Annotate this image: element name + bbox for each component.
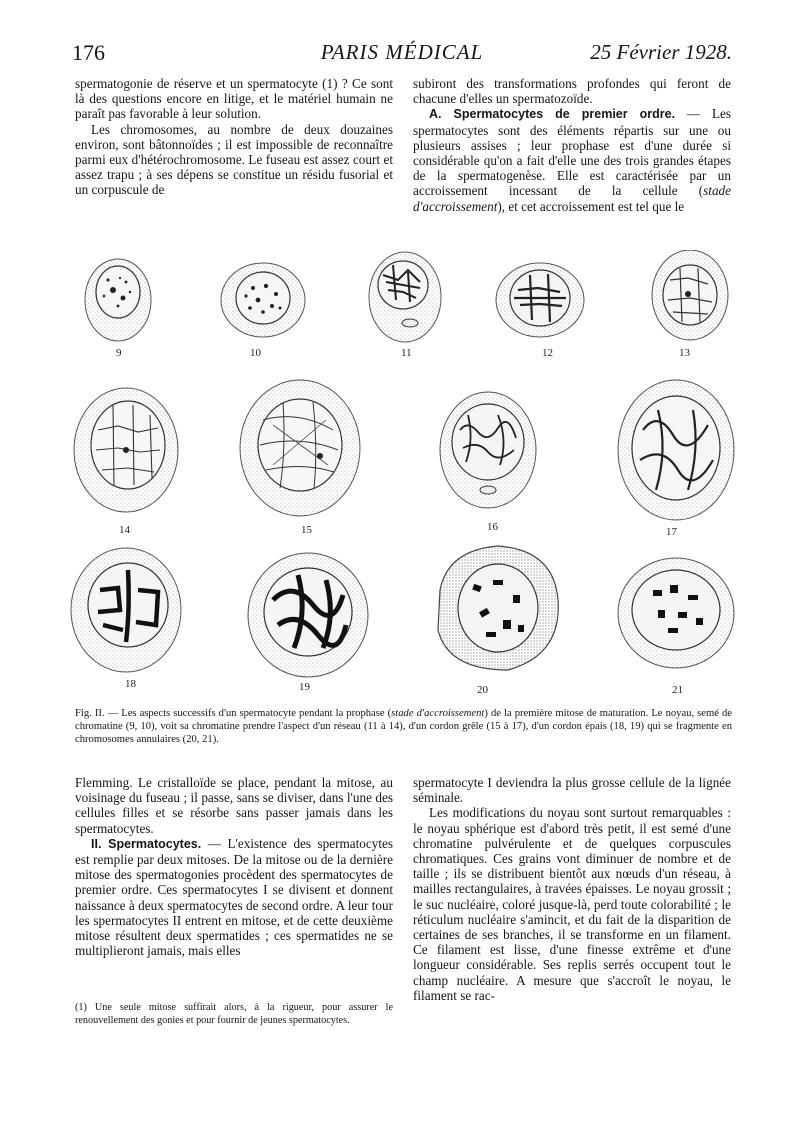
bottom-right-column [413,775,731,1003]
paragraph: Flemming. Le cristalloïde se place, pendant la mitose, au voisinage du fuseau ; il passe, sans se diviser, dans l'une des cellules filles et se résorbe sans passer jamais dans les spermatocytes. [75,775,393,836]
figure-label: 11 [401,347,412,359]
cell-21 [618,558,734,668]
top-left-column [75,76,393,198]
figure-caption: Fig. II. — Les aspects successifs d'un spermatocyte pendant la prophase (stade d'accroissement) de la première mitose de maturation. Le noyau, semé de chromatine (9, 10), voit sa chromatine prendre l'aspect d'un réseau (11 à 14), d'un cordon grêle (15 à 17), d'un cordon épais (18, 19) qui se fragmente en chromosomes annulaires (20, 21). [75,708,732,745]
figure-label: 14 [119,524,130,536]
cell-16 [440,392,536,508]
figure-label: 20 [477,684,488,696]
cell-9 [85,259,151,341]
paragraph: spermatogonie de réserve et un spermatocyte (1) ? Ce sont là des questions encore en litige, et le matériel humain ne paraît pas favorable à leur solution. [75,76,393,122]
figure-label: 21 [672,684,683,696]
cell-20 [438,546,558,670]
cell-13 [652,250,728,340]
cell-10 [221,263,305,337]
paragraph: subiront des transformations profondes qui feront de chacune d'elles un spermatozoïde. [413,76,731,107]
page-number: 176 [72,40,105,65]
section-heading: II. Spermatocytes. [91,836,202,851]
cell-17 [618,380,734,520]
figure-cell-drawings [68,250,740,700]
cell-18 [71,548,181,672]
paragraph: spermatocyte I deviendra la plus grosse cellule de la lignée séminale. [413,775,731,806]
figure-label: 16 [487,521,498,533]
top-right-column [413,76,731,214]
figure-label: 10 [250,347,261,359]
paragraph: Les chromosomes, au nombre de deux douzaines environ, sont bâtonnoïdes ; il est impossible de reconnaître parmi eux d'hétérochromosome. Le fuseau est assez court et assez trapu ; à ses dépens se constitue un résidu fusorial et un corpuscule de [75,121,393,198]
paragraph: A. Spermatocytes de premier ordre. — Les spermatocytes sont des éléments répartis sur une ou plusieurs assises ; leur prophase est d'une durée si considérable qu'on a fait d'elle une des trois grandes étapes de la spermatogenèse. Elle est caractérisée par un accroissement incessant de la cellule (stade d'accroissement), et cet accroissement est tel que le [413,106,731,214]
figure-label: 19 [299,681,310,693]
cell-15 [240,380,360,516]
issue-date: 25 Février 1928. [590,40,732,64]
bottom-left-column [75,775,393,958]
cell-12 [496,263,584,337]
figure-label: 17 [666,526,677,538]
footnote: (1) Une seule mitose suffirait alors, à la rigueur, pour assurer le renouvellement des gonies et pour fournir de jeunes spermatocytes. [75,1002,393,1026]
cell-14 [74,388,178,512]
journal-title: PARIS MÉDICAL [320,40,484,64]
figure-label: 12 [542,347,553,359]
paragraph: II. Spermatocytes. — L'existence des spermatocytes est remplie par deux mitoses. De la mitose ou de la dernière mitose des spermatogonies procèdent des spermatocytes de premier ordre. Ces spermatocytes I se divisent et donnent naissance à deux spermatocytes de second ordre. A leur tour les spermatocytes II entrent en mitose, et de cette deuxième mitose résultent deux spermatides ; ces spermatides ne se multiplieront jamais, mais elles [75,835,393,959]
figure-label: 18 [125,678,136,690]
figure-label: 13 [679,347,690,359]
figure-label: 9 [116,347,122,359]
cell-19 [248,553,368,677]
figure-label: 15 [301,524,312,536]
paragraph: Les modifications du noyau sont surtout remarquables : le noyau sphérique est d'abord très petit, il est semé d'une chromatine pulvérulente et de quelques corpuscules chromatiques. Ces grains vont diminuer de nombre et de taille ; ils se distribuent bientôt aux nœuds d'un réseau, à mailles rectangulaires, à travées épaisses. Le noyau grossit ; le suc nucléaire, coloré jusque-là, perd toute colorabilité ; le réticulum nucléaire s'amincit, et du fait de la disparition de certaines de ses branches, il se transforme en un filament. Ce filament est lisse, d'une finesse extrême et d'une longueur considérable. Ses replis serrés occupent tout le champ nucléaire. A mesure que s'accroît le noyau, le filament se rac- [413,805,731,1003]
cell-11 [369,252,441,342]
page-header [72,40,732,70]
section-heading: A. Spermatocytes de premier ordre. [429,107,676,122]
